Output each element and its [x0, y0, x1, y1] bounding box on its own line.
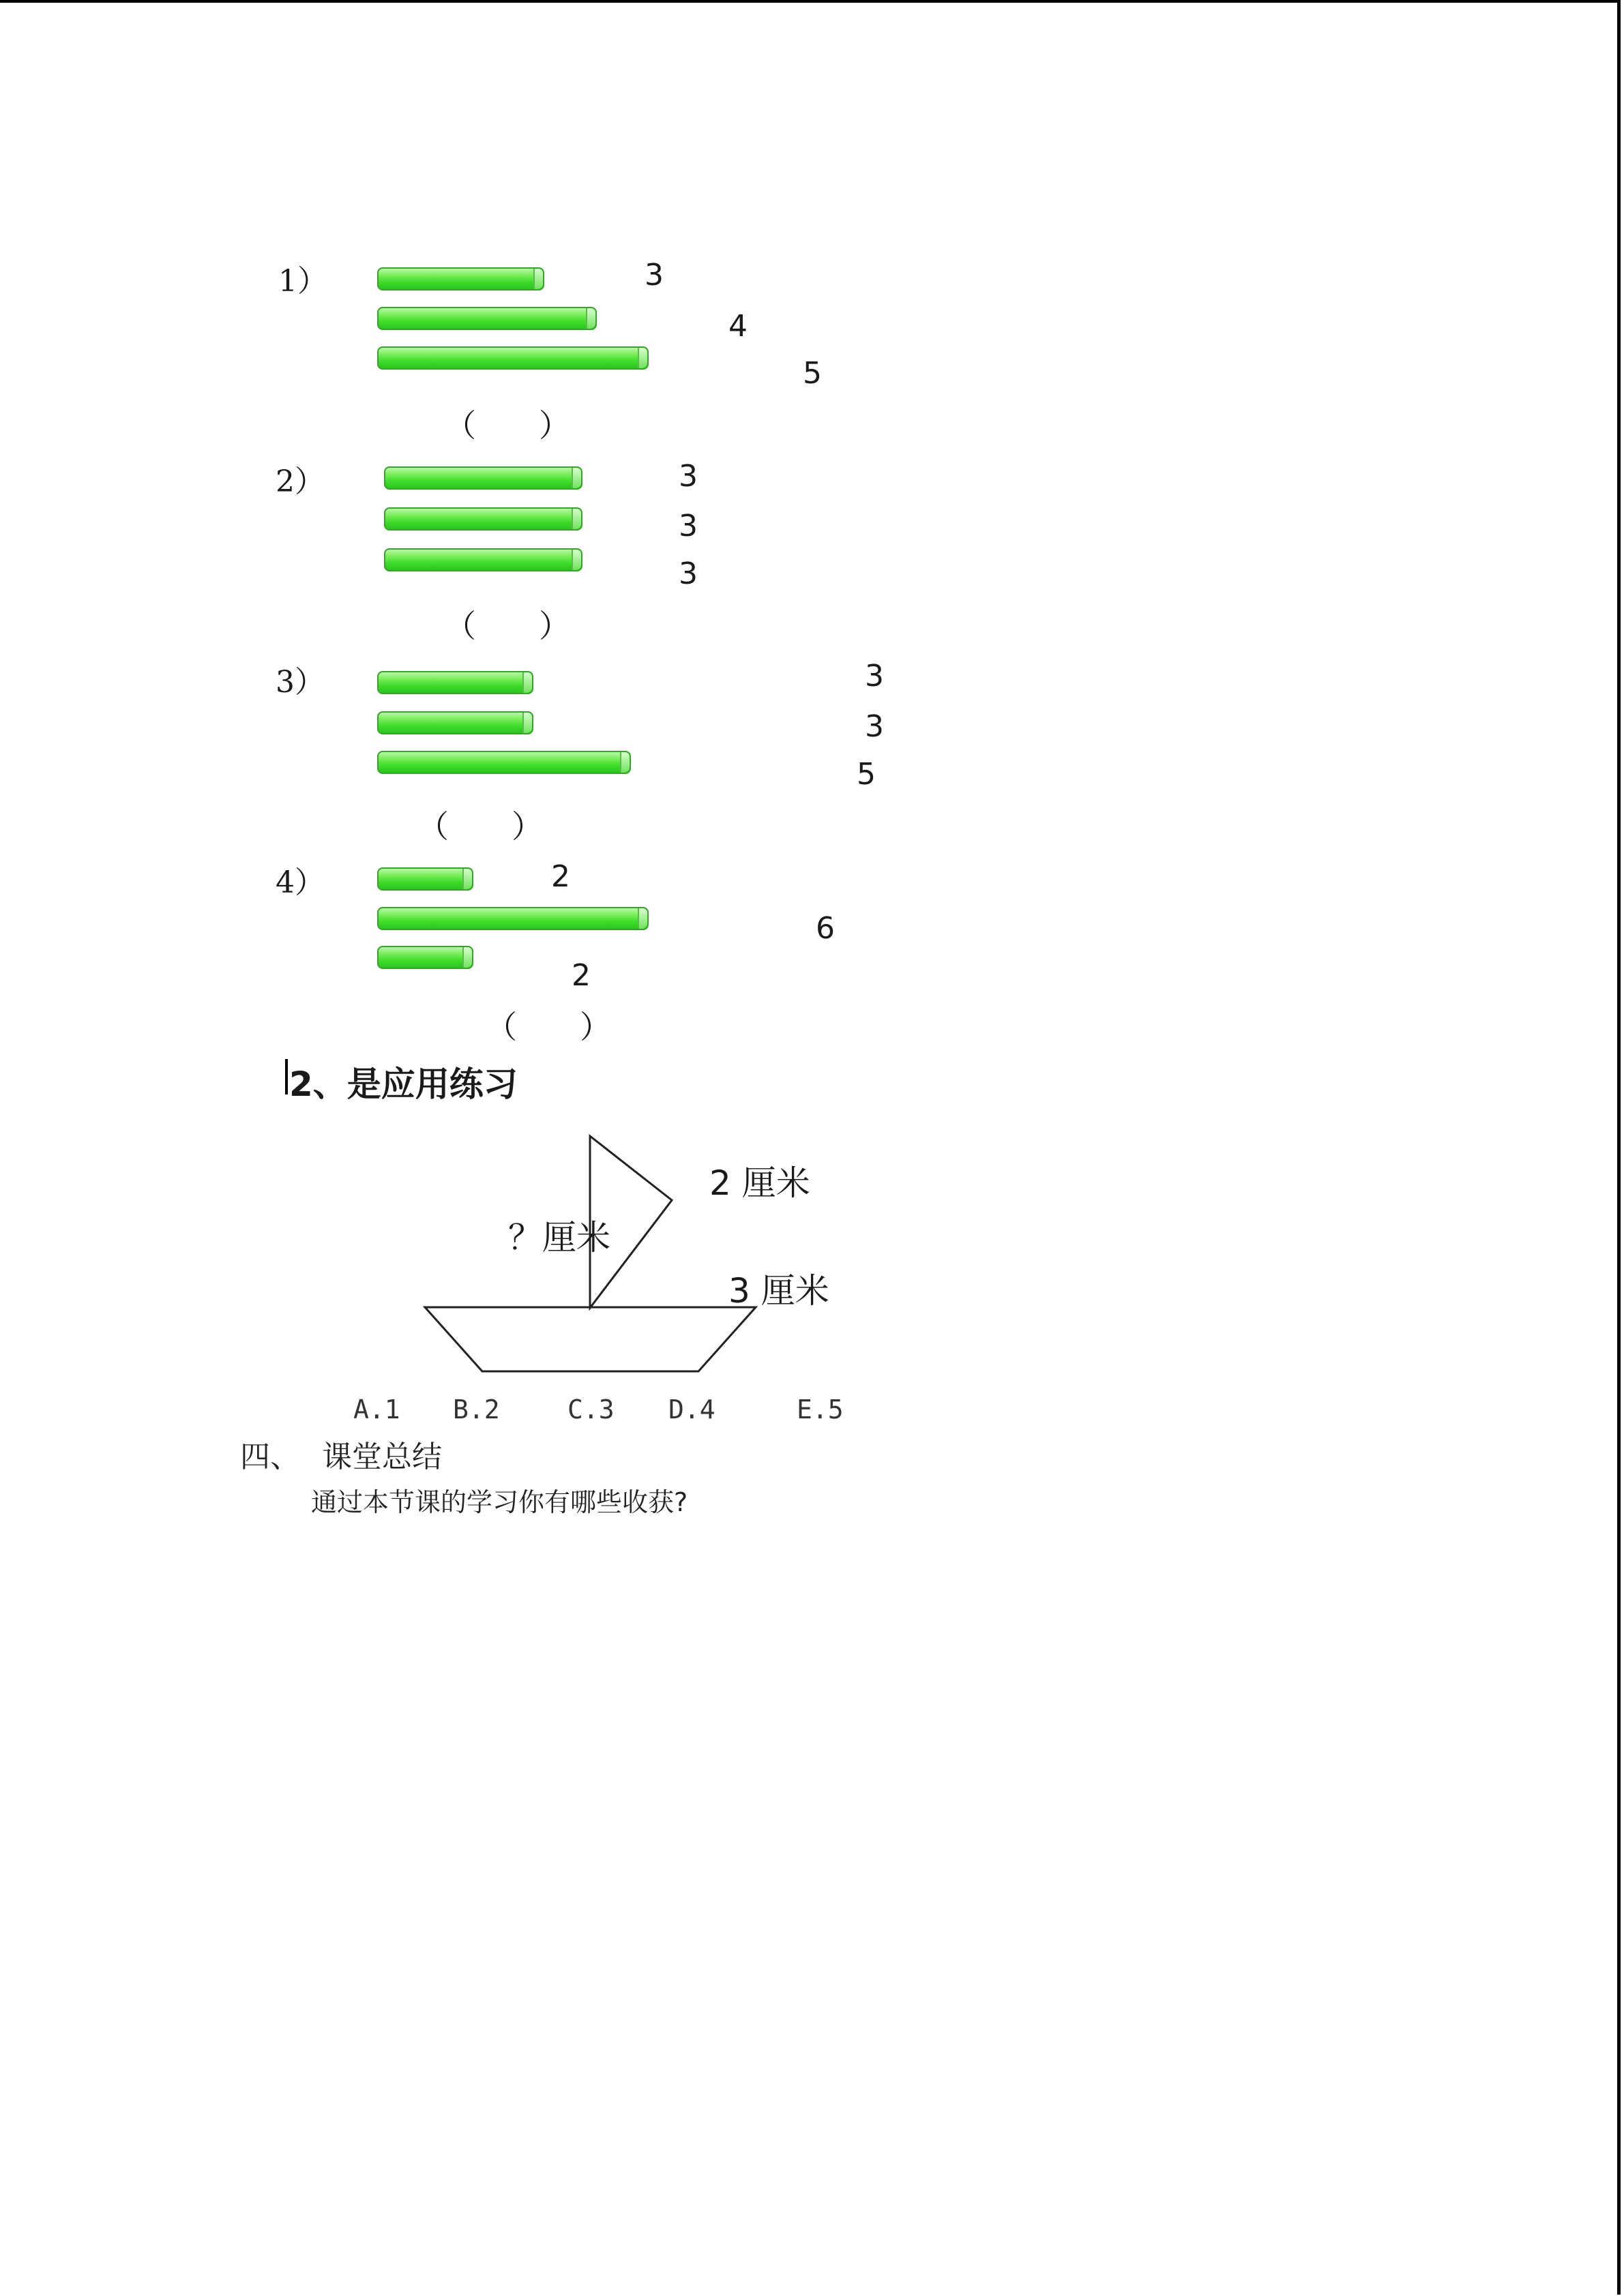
stick-length-label: 2: [572, 958, 591, 993]
application-heading: 2、是应用练习: [289, 1064, 518, 1104]
stick: [377, 907, 649, 930]
sail-side-label: 2 厘米: [709, 1163, 810, 1203]
stick: [384, 466, 582, 490]
stick-length-label: 3: [865, 709, 884, 744]
stick: [377, 751, 631, 774]
mast-label: ？厘米: [508, 1218, 610, 1257]
question-label: 1）: [278, 264, 327, 299]
answer-blank[interactable]: （ ）: [445, 407, 570, 444]
stick-length-label: 3: [679, 509, 698, 543]
stick-length-label: 6: [816, 911, 835, 946]
boat-hull: [425, 1307, 756, 1371]
choice-d[interactable]: D.4: [668, 1395, 715, 1425]
summary-prompt: 通过本节课的学习你有哪些收获?: [311, 1487, 688, 1517]
answer-blank[interactable]: （ ）: [445, 608, 570, 644]
stick: [377, 307, 597, 330]
stick: [377, 267, 544, 290]
stick: [384, 548, 582, 571]
stick-length-label: 3: [645, 258, 664, 293]
stick: [377, 671, 533, 694]
text-cursor: [285, 1059, 288, 1094]
question-label: 3）: [276, 665, 325, 700]
stick: [384, 507, 582, 531]
choice-a[interactable]: A.1: [353, 1395, 400, 1425]
stick: [377, 711, 533, 734]
stick-length-label: 3: [865, 659, 884, 694]
stick: [377, 867, 473, 891]
stick-length-label: 5: [857, 757, 876, 792]
summary-heading-number: 四、: [240, 1440, 300, 1474]
other-label: 3 厘米: [728, 1271, 829, 1311]
choice-c[interactable]: C.3: [567, 1395, 615, 1425]
stick-length-label: 5: [803, 356, 822, 391]
answer-blank[interactable]: （ ）: [417, 808, 543, 845]
stick-length-label: 4: [728, 309, 748, 344]
stick-length-label: 2: [551, 859, 570, 894]
answer-blank[interactable]: （ ）: [486, 1009, 611, 1045]
stick-length-label: 3: [679, 556, 698, 591]
stick: [377, 946, 473, 969]
choice-e[interactable]: E.5: [797, 1395, 844, 1425]
stick-length-label: 3: [679, 459, 698, 494]
choice-b[interactable]: B.2: [453, 1395, 500, 1425]
stick: [377, 346, 649, 370]
summary-heading: 课堂总结: [322, 1440, 442, 1474]
question-label: 4）: [276, 865, 325, 900]
question-label: 2）: [276, 464, 325, 499]
